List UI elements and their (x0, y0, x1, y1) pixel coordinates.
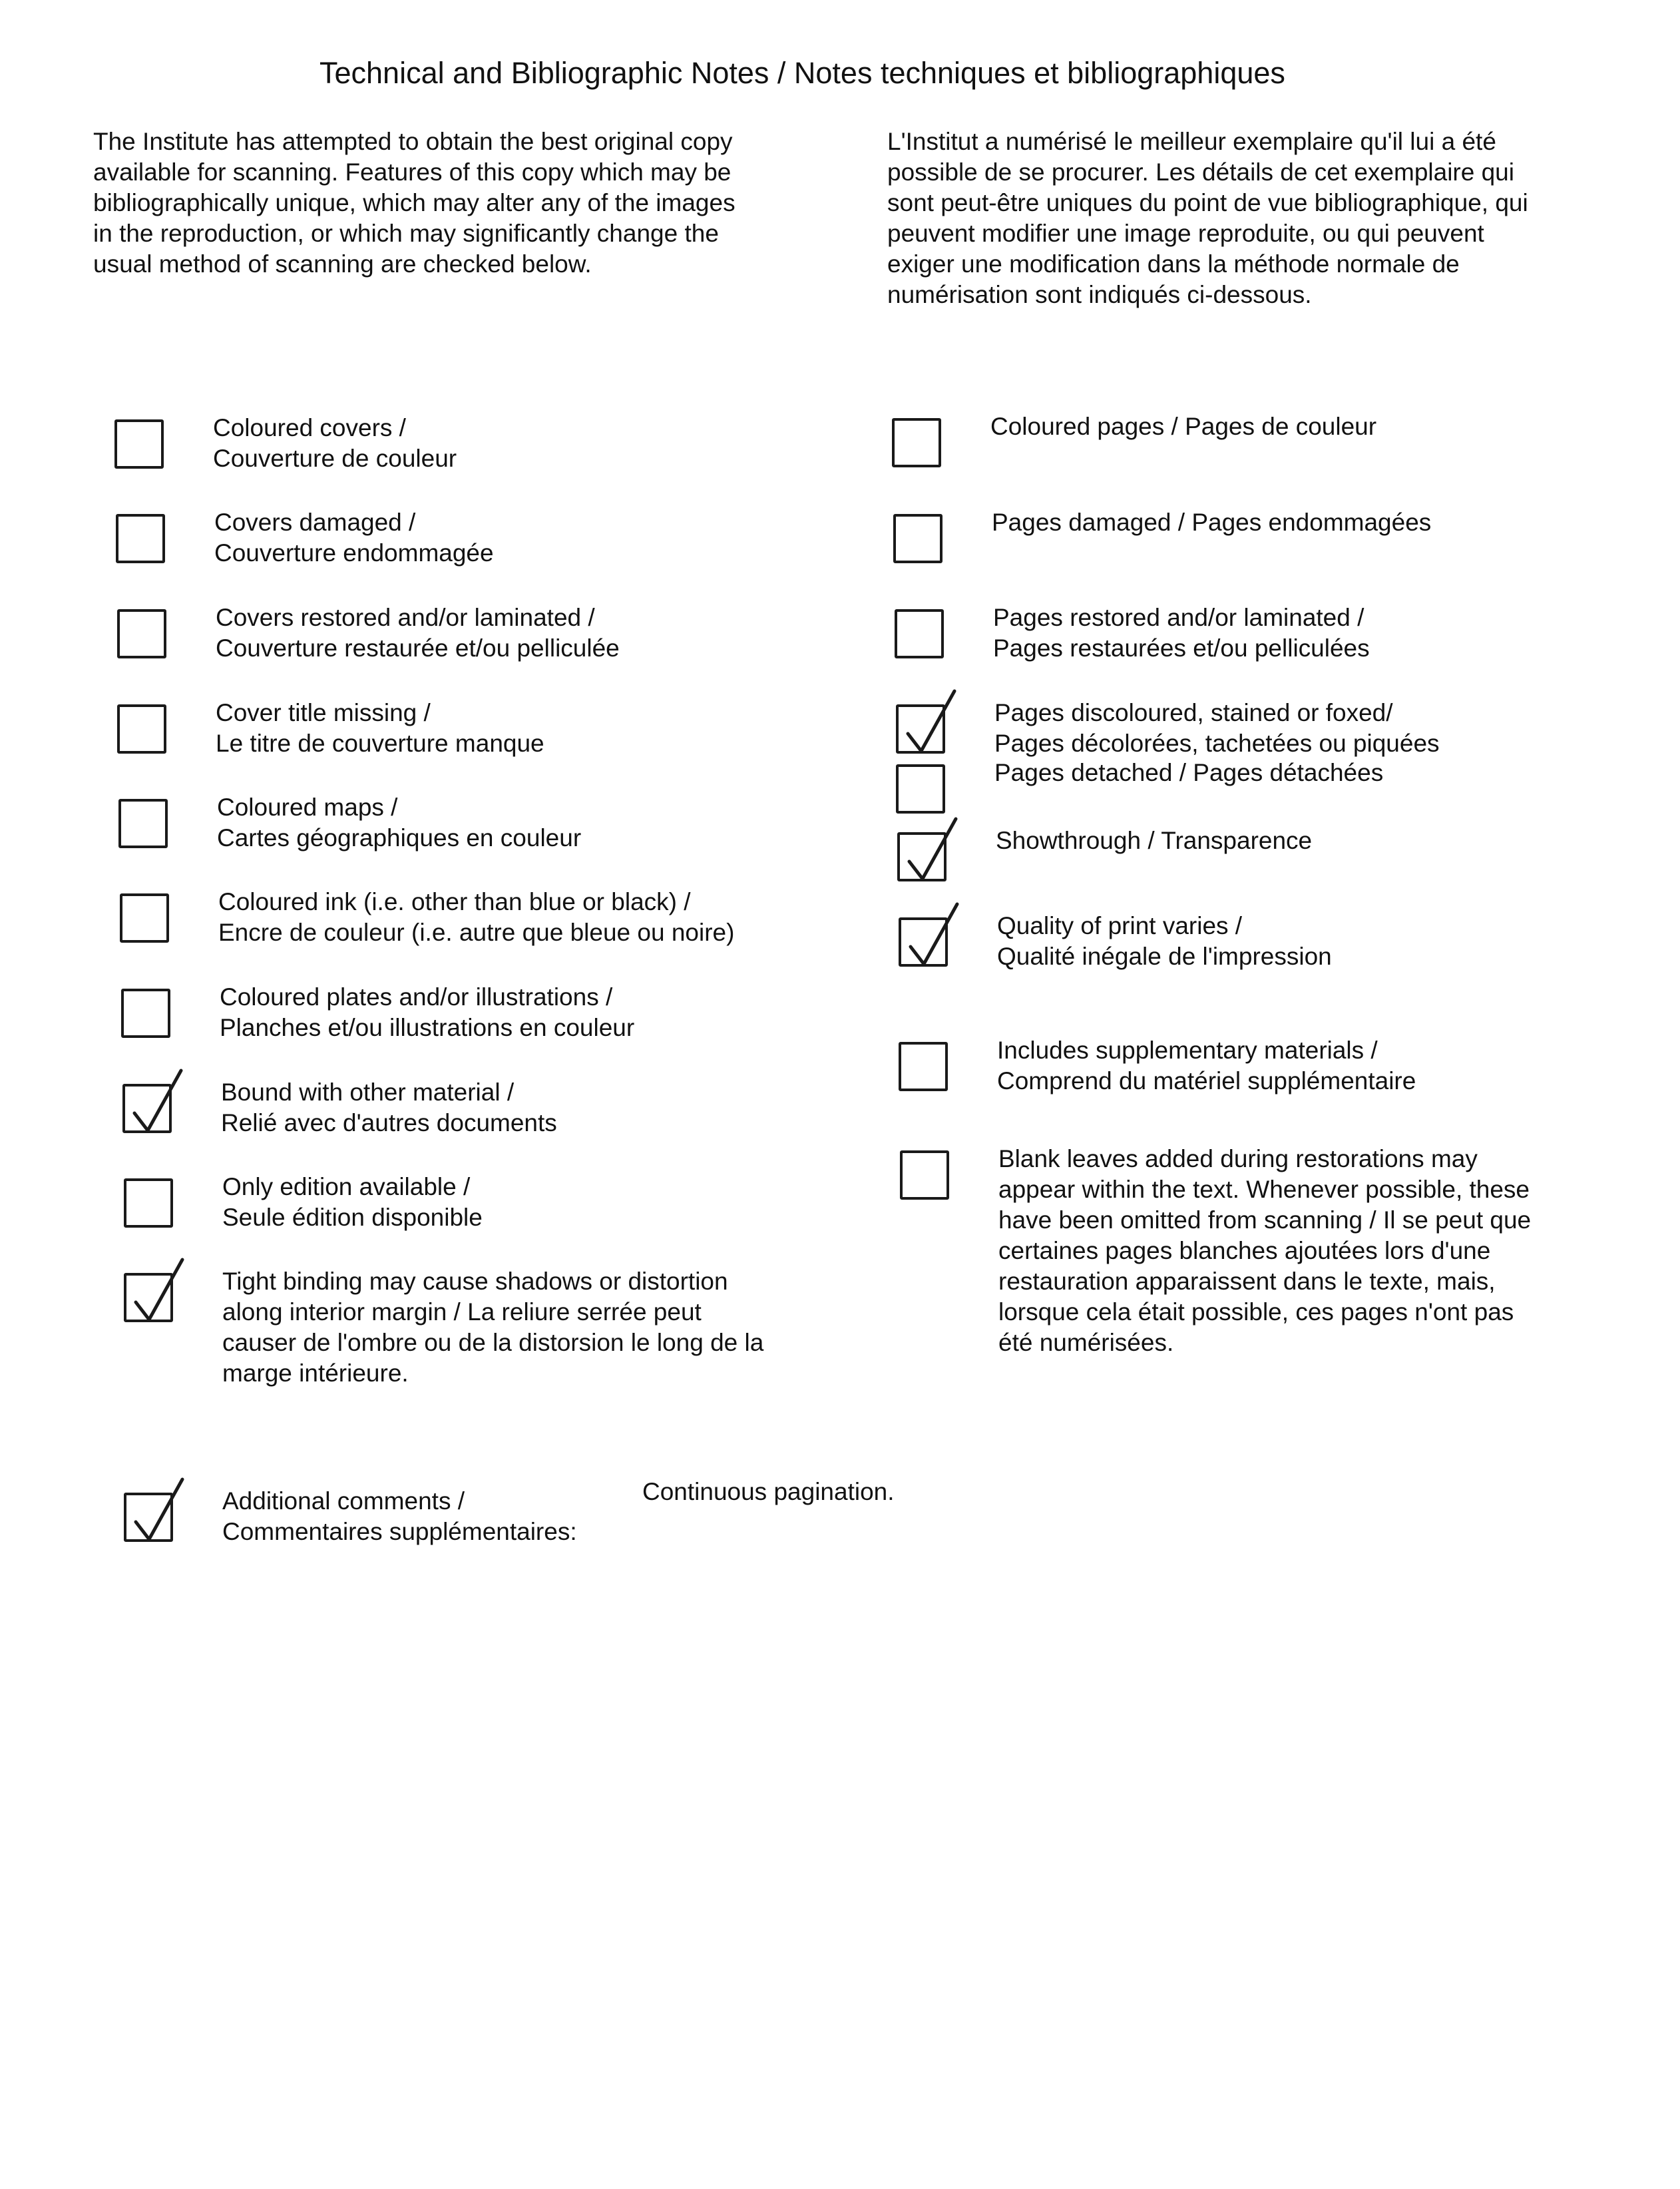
checklist-item-label: Covers damaged / Couverture endommagée (214, 509, 494, 567)
check-mark-icon (899, 900, 965, 973)
checkbox[interactable] (124, 1493, 173, 1542)
checkbox[interactable] (893, 514, 943, 563)
checklist-item-label: Coloured pages / Pages de couleur (990, 413, 1377, 440)
checklist-item-label: Blank leaves added during restorations may appear within the text. Whenever possible, these have been omitted from scanning / Il se peut que certaines pages blanches ajoutées lors d'une restauration apparaissent dans le texte, mais, lorsque cela était possible, ces pages n'ont pas été numérisées. (998, 1145, 1532, 1356)
intro-french: L'Institut a numérisé le meilleur exemplaire qu'il lui a été possible de se procurer. Les détails de cet exemplaire qui sont peut-être uniques du point de vue bibliographique, qui peuvent modifier une image reproduite, ou qui peuvent exiger une modification dans la méthode normale de numérisation sont indiqués ci-dessous. (887, 128, 1528, 308)
checklist-item-label: Tight binding may cause shadows or distortion along interior margin / La reliure serrée peut causer de l'ombre ou de la distorsion le long de la marge intérieure. (222, 1268, 764, 1387)
checklist-item-label: Quality of print varies / Qualité inégale de l'impression (997, 912, 1332, 970)
checkbox[interactable] (117, 704, 166, 754)
checklist-item-label: Pages detached / Pages détachées (994, 759, 1384, 786)
check-mark-icon (122, 1067, 189, 1140)
checklist-item-label: Pages discoloured, stained or foxed/ Pages décolorées, tachetées ou piquées (994, 699, 1440, 757)
check-mark-icon (897, 815, 964, 888)
checklist-item-label: Includes supplementary materials / Comprend du matériel supplémentaire (997, 1037, 1416, 1094)
additional-comments-value: Continuous pagination. (642, 1478, 895, 1505)
checklist-item-label: Bound with other material / Relié avec d'autres documents (221, 1079, 557, 1136)
checkbox[interactable] (122, 1084, 172, 1133)
check-mark-icon (124, 1256, 190, 1329)
checkbox[interactable] (120, 893, 169, 943)
checkbox[interactable] (124, 1178, 173, 1228)
additional-comments-label: Additional comments / Commentaires supplémentaires: (222, 1487, 577, 1545)
checkbox[interactable] (118, 799, 168, 848)
checkbox[interactable] (117, 609, 166, 658)
check-mark-icon (896, 687, 962, 760)
checkbox[interactable] (897, 832, 946, 881)
checklist-item-label: Coloured maps / Cartes géographiques en couleur (217, 794, 582, 851)
checklist-item-label: Coloured covers / Couverture de couleur (213, 414, 457, 472)
checkbox[interactable] (896, 764, 945, 814)
checkbox[interactable] (114, 419, 164, 469)
checkbox[interactable] (124, 1273, 173, 1322)
checkbox[interactable] (900, 1150, 949, 1200)
checklist-item-label: Coloured ink (i.e. other than blue or black) / Encre de couleur (i.e. autre que bleue ou noire) (218, 888, 735, 946)
checkbox[interactable] (899, 917, 948, 967)
checklist-item-label: Pages restored and/or laminated / Pages restaurées et/ou pelliculées (993, 604, 1370, 662)
checklist-item-label: Pages damaged / Pages endommagées (992, 509, 1432, 536)
checkbox[interactable] (895, 609, 944, 658)
intro-english: The Institute has attempted to obtain the best original copy available for scanning. Features of this copy which may be bibliographically unique, which may alter any of the images in the reproduction, or which may significantly change the usual method of scanning are checked below. (93, 128, 735, 278)
checkbox[interactable] (899, 1042, 948, 1091)
check-mark-icon (124, 1475, 190, 1549)
checkbox[interactable] (116, 514, 165, 563)
checklist-item-label: Showthrough / Transparence (996, 827, 1313, 854)
checklist-item-label: Covers restored and/or laminated / Couverture restaurée et/ou pelliculée (216, 604, 620, 662)
checklist-item-label: Cover title missing / Le titre de couverture manque (216, 699, 544, 757)
page-title: Technical and Bibliographic Notes / Notes techniques et bibliographiques (319, 56, 1285, 90)
checkbox[interactable] (892, 418, 941, 467)
checkbox[interactable] (896, 704, 945, 754)
checkbox[interactable] (121, 989, 170, 1038)
checklist-item-label: Only edition available / Seule édition disponible (222, 1173, 483, 1231)
checklist-item-label: Coloured plates and/or illustrations / Planches et/ou illustrations en couleur (220, 983, 635, 1041)
